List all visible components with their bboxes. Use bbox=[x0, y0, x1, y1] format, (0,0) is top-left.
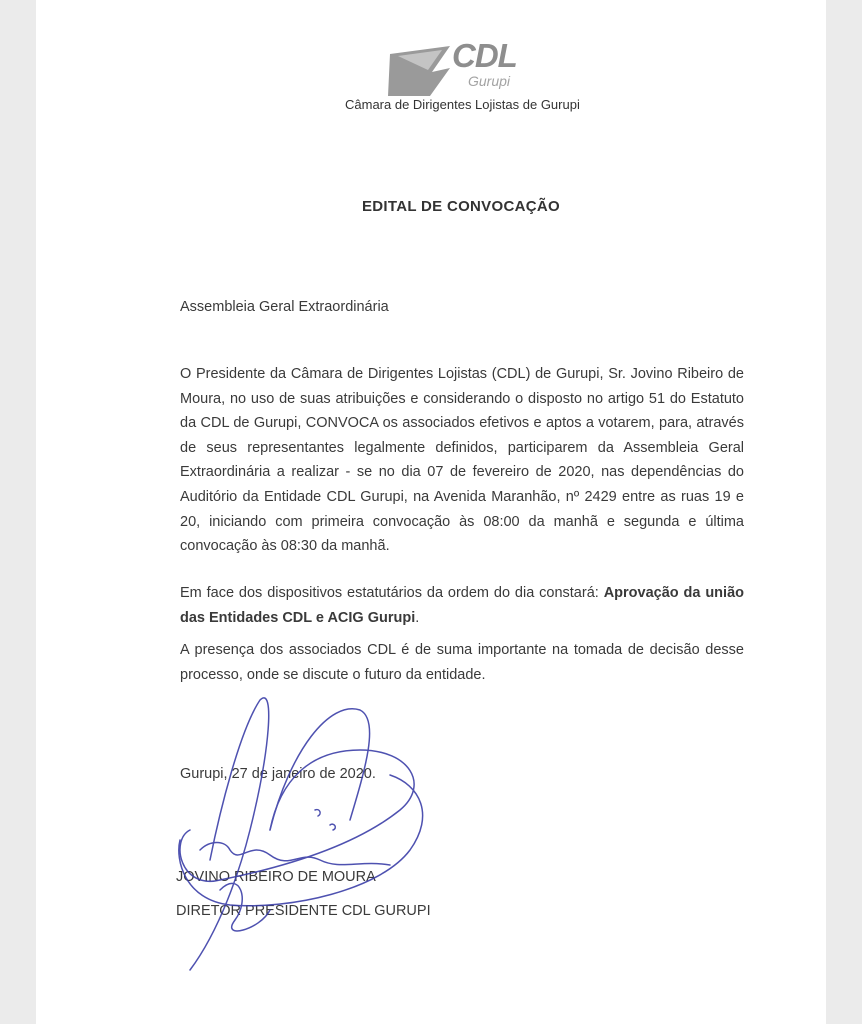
agenda-period: . bbox=[415, 609, 420, 626]
logo-text: CDL bbox=[452, 37, 517, 74]
agenda-item: Aprovação da união das Entidades CDL e ACIG Gurupi bbox=[180, 585, 744, 626]
convocation-paragraph: O Presidente da Câmara de Dirigentes Lojistas (CDL) de Gurupi, Sr. Jovino Ribeiro de Moura, no uso de suas atribuições e considerando o disposto no artigo 51 do Estatuto da CDL de Gurupi, CONVOCA os associados efetivos e aptos a votarem, para, através de seus representantes legalmente definidos, participarem da Assembleia Geral Extraordinária a realizar - se no dia 07 de fevereiro de 2020, nas dependências do Auditório da Entidade CDL Gurupi, na Avenida Maranhão, nº 2429 entre as ruas 19 e 20, iniciando com primeira convocação às 08:00 da manhã e segunda e última convocação às 08:30 da manhã. bbox=[180, 366, 744, 555]
agenda-paragraph bbox=[180, 581, 744, 630]
agenda-intro: Em face dos dispositivos estatutários da ordem do dia constará: bbox=[180, 585, 599, 601]
importance-paragraph: A presença dos associados CDL é de suma importante na tomada de decisão desse processo, onde se discute o futuro da entidade. bbox=[180, 642, 744, 683]
document-subtitle: Assembleia Geral Extraordinária bbox=[180, 299, 389, 315]
signatory-role: DIRETOR PRESIDENTE CDL GURUPI bbox=[176, 903, 431, 919]
signatory-name: JOVINO RIBEIRO DE MOURA bbox=[176, 869, 376, 885]
logo-subtext: Gurupi bbox=[468, 73, 511, 89]
place-date: Gurupi, 27 de janeiro de 2020. bbox=[180, 766, 376, 782]
document-title: EDITAL DE CONVOCAÇÃO bbox=[362, 198, 560, 215]
organization-name: Câmara de Dirigentes Lojistas de Gurupi bbox=[345, 97, 580, 112]
